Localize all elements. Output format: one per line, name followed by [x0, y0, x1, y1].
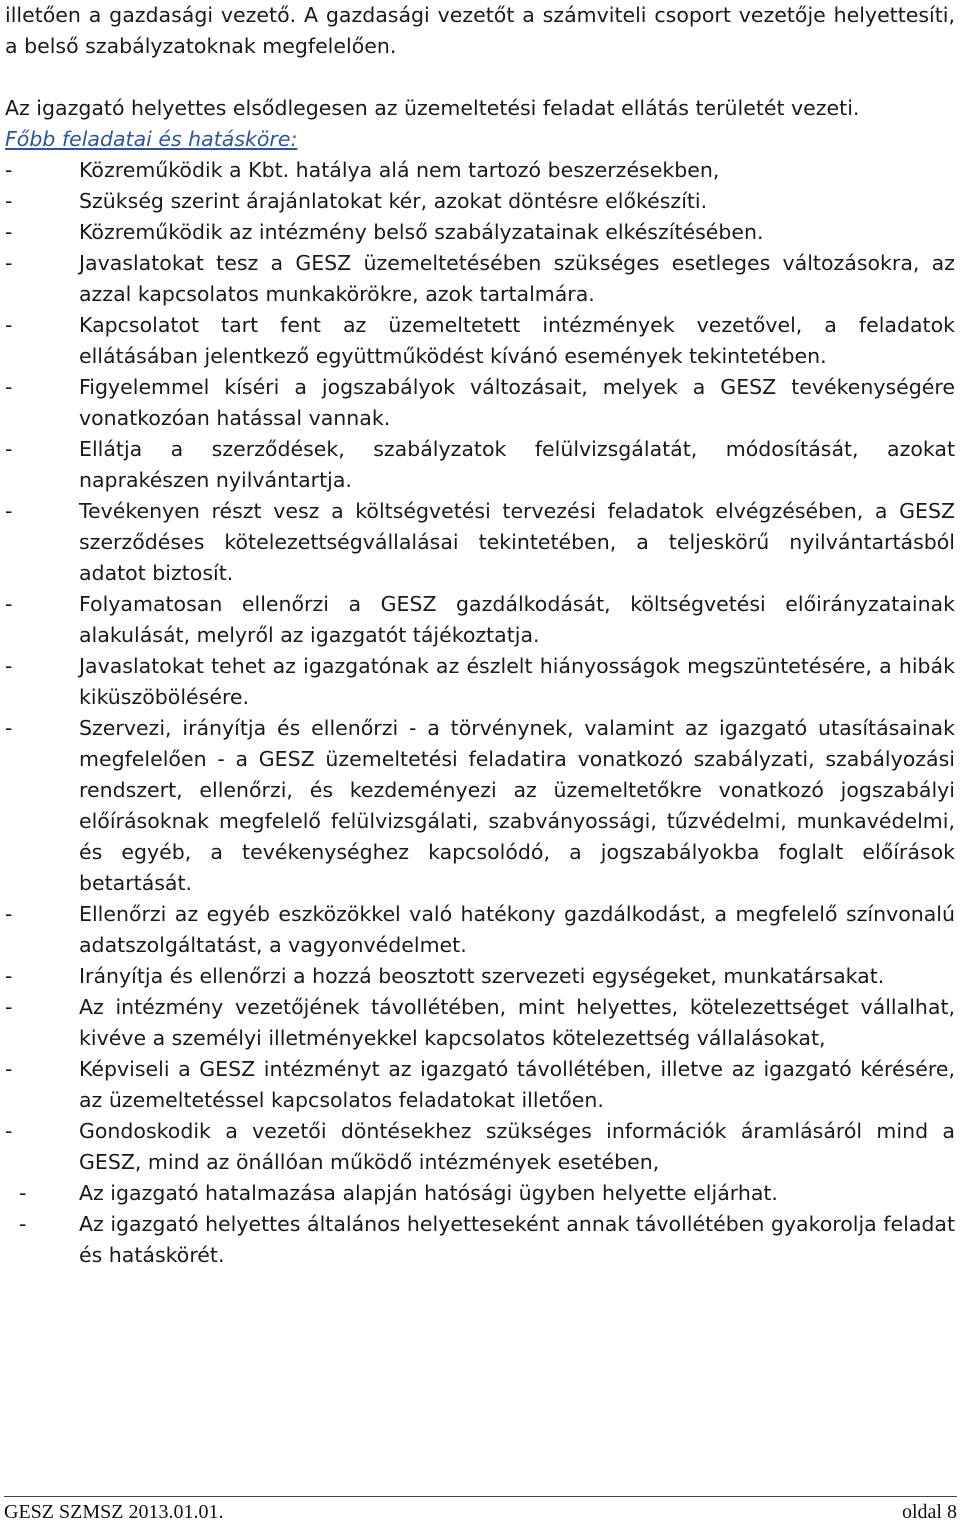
intro-paragraph-2: Az igazgató helyettes elsődlegesen az üzemeltetési feladat ellátás területét vezeti. — [5, 96, 860, 120]
footer-document-id: GESZ SZMSZ 2013.01.01. — [4, 1501, 224, 1523]
list-item: - Az igazgató hatalmazása alapján hatósági ügyben helyette eljárhat. — [19, 1181, 778, 1205]
list-item: - Gondoskodik a vezetői döntésekhez szükséges információk áramlásáról mind a GESZ, mind az önállóan működő intézmények esetében, — [5, 1119, 955, 1174]
list-item: - Irányítja és ellenőrzi a hozzá beosztott szervezeti egységeket, munkatársakat. — [5, 964, 885, 988]
list-item: - Figyelemmel kíséri a jogszabályok változásait, melyek a GESZ tevékenységére vonatkozóan hatással vannak. — [5, 375, 955, 430]
list-item: - Közreműködik az intézmény belső szabályzatainak elkészítésében. — [5, 220, 764, 244]
list-item: - Tevékenyen részt vesz a költségvetési tervezési feladatok elvégzésében, a GESZ szerződéses kötelezettségvállalásai tekintetében, a teljeskörű nyilvántartásból adatot biztosít. — [5, 499, 955, 585]
list-item: - Közreműködik a Kbt. hatálya alá nem tartozó beszerzésekben, — [5, 158, 720, 182]
list-item: - Az igazgató helyettes általános helyetteseként annak távollétében gyakorolja feladat és hatáskörét. — [19, 1212, 955, 1267]
list-item: - Az intézmény vezetőjének távollétében, mint helyettes, kötelezettséget vállalhat, kivéve a személyi illetményekkel kapcsolatos kötelezettség vállalásokat, — [5, 995, 955, 1050]
list-item: - Szervezi, irányítja és ellenőrzi - a törvénynek, valamint az igazgató utasításainak megfelelően - a GESZ üzemeltetési feladatira vonatkozó szabályzati, szabályozási rendszert, ellenőrzi, és kezdeményezi az üzemeltetőkre vonatkozó jogszabályi előírásoknak megfelelő felülvizsgálati, szabványossági, tűzvédelmi, munkavédelmi, és egyéb, a tevékenységhez kapcsolódó, a jogszabályokba foglalt előírások betartását. — [5, 716, 955, 895]
list-item: - Kapcsolatot tart fent az üzemeltetett intézmények vezetővel, a feladatok ellátásában jelentkező együttműködést kívánó események tekintetében. — [5, 313, 955, 368]
paragraph-gap — [5, 62, 955, 93]
list-item: - Ellenőrzi az egyéb eszközökkel való hatékony gazdálkodást, a megfelelő színvonalú adatszolgáltatást, a vagyonvédelmet. — [5, 902, 955, 957]
list-item: - Képviseli a GESZ intézményt az igazgató távollétében, illetve az igazgató kérésére, az üzemeltetéssel kapcsolatos feladatokat illetően. — [5, 1057, 955, 1112]
list-item: - Javaslatokat tesz a GESZ üzemeltetésében szükséges esetleges változásokra, az azzal kapcsolatos munkakörökre, azok tartalmára. — [5, 251, 955, 306]
list-item: - Folyamatosan ellenőrzi a GESZ gazdálkodását, költségvetési előirányzatainak alakulását, melyről az igazgatót tájékoztatja. — [5, 592, 955, 647]
section-heading: Főbb feladatai és hatásköre: — [5, 127, 298, 151]
intro-paragraph-1: illetően a gazdasági vezető. A gazdasági vezetőt a számviteli csoport vezetője helyettesíti, a belső szabályzatoknak megfelelően. — [5, 3, 955, 58]
list-item: - Javaslatokat tehet az igazgatónak az észlelt hiányosságok megszüntetésére, a hibák kiküszöbölésére. — [5, 654, 955, 709]
list-item: - Szükség szerint árajánlatokat kér, azokat döntésre előkészíti. — [5, 189, 708, 213]
list-item: - Ellátja a szerződések, szabályzatok felülvizsgálatát, módosítását, azokat naprakészen nyilvántartja. — [5, 437, 955, 492]
footer-page-number: oldal 8 — [902, 1501, 957, 1523]
document-page — [5, 0, 955, 1271]
footer-divider — [4, 1496, 957, 1497]
